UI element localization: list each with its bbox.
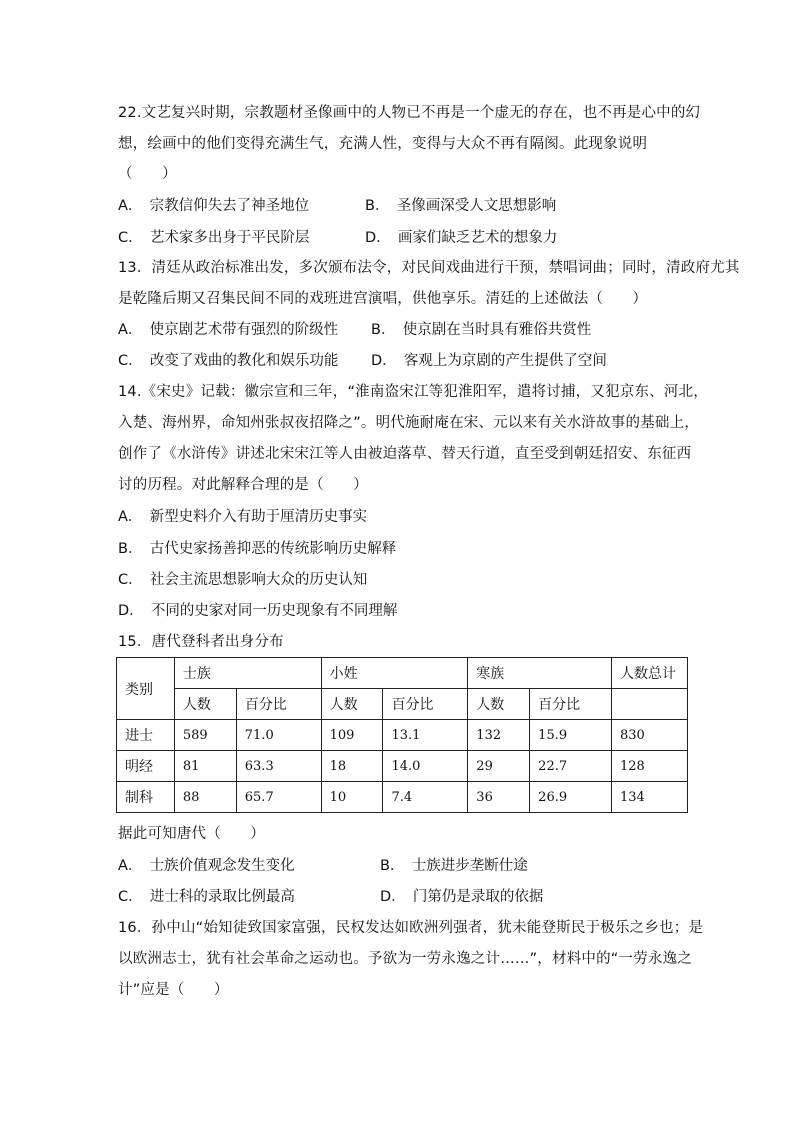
table-cell: 134 bbox=[612, 782, 688, 813]
table-cell: 10 bbox=[321, 782, 383, 813]
table-cell: 29 bbox=[468, 751, 530, 782]
q14-option-c: C． 社会主流思想影响大众的历史认知 bbox=[118, 572, 368, 588]
table-cell: 进士 bbox=[117, 720, 175, 751]
q13-option-a: A． 使京剧艺术带有强烈的阶级性 bbox=[118, 322, 339, 338]
table-cell: 制科 bbox=[117, 782, 175, 813]
table-cell: 14.0 bbox=[383, 751, 468, 782]
table-subheader-cell: 百分比 bbox=[383, 689, 468, 720]
q16-stem-line-1: 16．孙中山“始知徒致国家富强，民权发达如欧洲列强者，犹未能登斯民于极乐之乡也；是 bbox=[118, 920, 704, 936]
q22-stem-line-1: 22.文艺复兴时期，宗教题材圣像画中的人物已不再是一个虚无的存在，也不再是心中的幻 bbox=[118, 105, 701, 121]
q15-option-a: A． 士族价值观念发生变化 bbox=[118, 858, 295, 874]
q14-option-a: A． 新型史料介入有助于厘清历史事实 bbox=[118, 509, 368, 525]
table-cell: 63.3 bbox=[236, 751, 321, 782]
table-cell: 7.4 bbox=[383, 782, 468, 813]
q14-option-d: D． 不同的史家对同一历史现象有不同理解 bbox=[118, 603, 398, 619]
q22-option-d: D． 画家们缺乏艺术的想象力 bbox=[365, 230, 558, 246]
table-header-row bbox=[117, 658, 688, 689]
table-subheader-cell: 百分比 bbox=[236, 689, 321, 720]
q15-option-c: C． 进士科的录取比例最高 bbox=[118, 889, 295, 905]
table-subheader-cell: 人数 bbox=[321, 689, 383, 720]
q16-stem-line-3: 计”应是（ ） bbox=[118, 982, 229, 998]
table-header-category: 类别 bbox=[117, 658, 175, 720]
table-cell: 36 bbox=[468, 782, 530, 813]
q14-option-b: B． 古代史家扬善抑恶的传统影响历史解释 bbox=[118, 541, 397, 557]
table-subheader-cell: 百分比 bbox=[530, 689, 612, 720]
table-row bbox=[117, 720, 688, 751]
q22-option-a: A． 宗教信仰失去了神圣地位 bbox=[118, 198, 310, 214]
table-subheader-cell: 人数 bbox=[468, 689, 530, 720]
table-cell: 128 bbox=[612, 751, 688, 782]
q14-stem-line-4: 讨的历程。对此解释合理的是（ ） bbox=[118, 477, 368, 493]
q16-stem-line-2: 以欧洲志士，犹有社会革命之运动也。予欲为一劳永逸之计……”，材料中的“一劳永逸之 bbox=[118, 951, 693, 967]
table-cell: 明经 bbox=[117, 751, 175, 782]
table-cell: 15.9 bbox=[530, 720, 612, 751]
table-cell: 22.7 bbox=[530, 751, 612, 782]
table-cell: 71.0 bbox=[236, 720, 321, 751]
table-cell: 589 bbox=[174, 720, 236, 751]
q22-option-c: C． 艺术家多出身于平民阶层 bbox=[118, 230, 310, 246]
q15-option-d: D． 门第仍是录取的依据 bbox=[380, 889, 544, 905]
table-header-shizu: 士族 bbox=[174, 658, 321, 689]
q13-option-b: B． 使京剧在当时具有雅俗共赏性 bbox=[371, 322, 592, 338]
q14-stem-line-3: 创作了《水浒传》讲述北宋宋江等人由被迫落草、替天行道，直至受到朝廷招安、东征西 bbox=[118, 446, 692, 462]
q22-option-b: B． 圣像画深受人文思想影响 bbox=[365, 198, 557, 214]
q13-stem-line-1: 13．清廷从政治标准出发，多次颁布法令，对民间戏曲进行干预，禁唱词曲；同时，清政府尤其 bbox=[118, 260, 740, 276]
q22-stem-line-2: 想，绘画中的他们变得充满生气，充满人性，变得与大众不再有隔阂。此现象说明 bbox=[118, 136, 648, 152]
table-cell: 26.9 bbox=[530, 782, 612, 813]
q22-stem-line-3: （ ） bbox=[118, 166, 177, 182]
table-cell: 109 bbox=[321, 720, 383, 751]
q15-option-b: B． 士族进步垄断仕途 bbox=[380, 858, 528, 874]
table-header-xiaoxing: 小姓 bbox=[321, 658, 468, 689]
table-row bbox=[117, 751, 688, 782]
table-subheader-cell: 人数 bbox=[174, 689, 236, 720]
table-row bbox=[117, 782, 688, 813]
table-subheader-row bbox=[117, 689, 688, 720]
q13-option-d: D． 客观上为京剧的产生提供了空间 bbox=[371, 353, 607, 369]
table-header-hanzu: 寒族 bbox=[468, 658, 612, 689]
q13-stem-line-2: 是乾隆后期又召集民间不同的戏班进宫演唱，供他享乐。清廷的上述做法（ ） bbox=[118, 291, 648, 307]
q15-stem: 据此可知唐代（ ） bbox=[118, 826, 265, 842]
table-cell: 830 bbox=[612, 720, 688, 751]
q15-title: 15．唐代登科者出身分布 bbox=[118, 634, 284, 650]
table-cell: 88 bbox=[174, 782, 236, 813]
q14-stem-line-2: 入楚、海州界，命知州张叔夜招降之”。明代施耐庵在宋、元以来有关水浒故事的基础上， bbox=[118, 415, 700, 431]
table-cell: 65.7 bbox=[236, 782, 321, 813]
table-cell: 81 bbox=[174, 751, 236, 782]
table-cell: 18 bbox=[321, 751, 383, 782]
table-cell: 13.1 bbox=[383, 720, 468, 751]
q13-option-c: C． 改变了戏曲的教化和娱乐功能 bbox=[118, 353, 339, 369]
table-cell: 132 bbox=[468, 720, 530, 751]
table-subheader-empty bbox=[612, 689, 688, 720]
q15-table bbox=[116, 657, 688, 813]
table-header-total: 人数总计 bbox=[612, 658, 688, 689]
q14-stem-line-1: 14.《宋史》记载：徽宗宣和三年，“淮南盗宋江等犯淮阳军，遣将讨捕，又犯京东、河北， bbox=[118, 384, 708, 400]
